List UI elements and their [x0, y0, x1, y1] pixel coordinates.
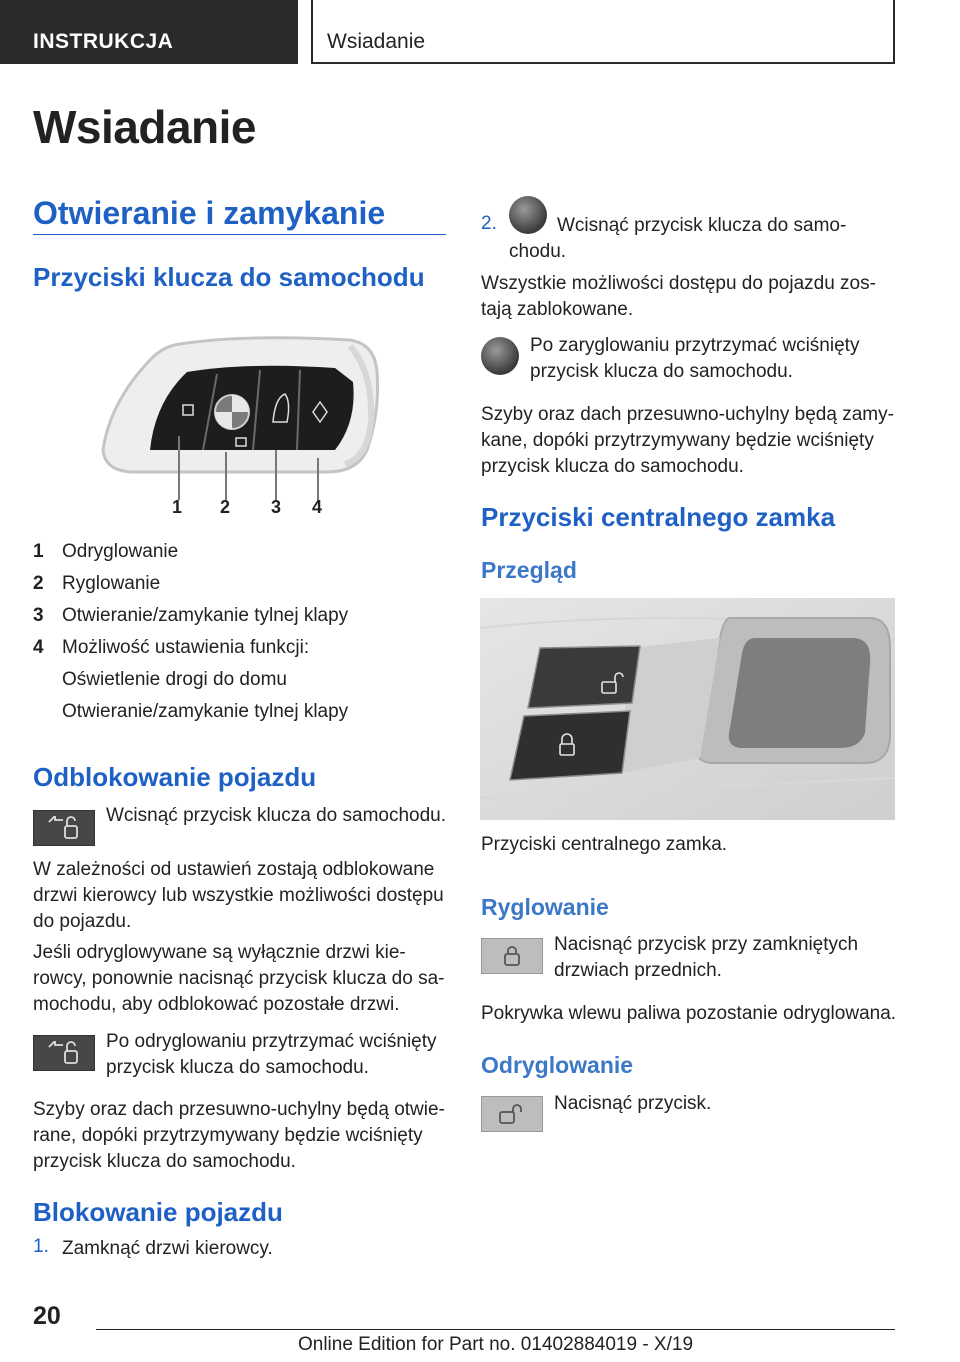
legend-number: 1 [33, 541, 44, 562]
bmw-key-icon [481, 337, 519, 375]
step-number: 2. [481, 213, 497, 234]
unlock-instruction: Wcisnąć przycisk klucza do samochodu. [106, 805, 447, 826]
locking-heading: Ryglowanie [481, 894, 609, 920]
unlock-paragraph: W zależności od ustawień zostają odblokowane drzwi kierowcy lub wszystkie możliwości dostępu do pojazdu. [33, 859, 444, 932]
legend-item [33, 605, 44, 627]
legend-item [33, 637, 44, 659]
unlocking-text: Nacisnąć przycisk. [554, 1093, 712, 1114]
legend-text: Ryglowanie [62, 573, 161, 594]
central-lock-heading: Przyciski centralnego zamka [481, 502, 836, 532]
locking-text: Nacisnąć przycisk przy zamkniętych drzwiach przednich. [554, 934, 859, 981]
close-paragraph: Szyby oraz dach przesuwno-uchylny będą zamykane, dopóki przytrzymywany będzie wciśnięty przycisk klucza do samochodu. [481, 404, 894, 477]
section-rule [33, 234, 446, 235]
footer-rule [96, 1329, 895, 1330]
key-label-2: 2 [220, 497, 231, 517]
legend-text: Możliwość ustawienia funkcji: [62, 637, 310, 658]
locked-paragraph: Wszystkie możliwości dostępu do pojazdu zostają zablokowane. [481, 273, 876, 320]
legend-subitem: Oświetlenie drogi do domu [62, 669, 287, 690]
key-unlock-icon [33, 1035, 95, 1071]
legend-subitem: Otwieranie/zamykanie tylnej klapy [62, 701, 349, 722]
page-number: 20 [33, 1302, 61, 1330]
header-tab-label: INSTRUKCJA [33, 30, 174, 53]
door-unlock-icon [481, 1096, 543, 1132]
header-section-box [311, 0, 895, 64]
legend-item [33, 541, 44, 563]
door-lock-icon [481, 938, 543, 974]
lock-heading: Blokowanie pojazdu [33, 1197, 283, 1227]
step-text: Wcisnąć przycisk klucza do samochodu. [509, 215, 847, 262]
legend-number: 4 [33, 637, 44, 658]
unlock-paragraph: Jeśli odryglowywane są wyłącznie drzwi kierowcy, ponownie nacisnąć przycisk klucza do samochodu, aby odblokować pozostałe drzwi. [33, 942, 445, 1015]
unlocking-heading: Odryglowanie [481, 1052, 634, 1078]
unlock-hold-note: Po odryglowaniu przytrzymać wciśnięty przycisk klucza do samochodu. [106, 1031, 437, 1078]
header-tab [0, 0, 298, 64]
legend-number: 3 [33, 605, 44, 626]
lock-hold-note: Po zaryglowaniu przytrzymać wciśnięty przycisk klucza do samochodu. [530, 335, 860, 382]
overview-heading: Przegląd [481, 557, 577, 583]
key-fob-illustration [95, 332, 395, 522]
key-label-4: 4 [312, 497, 323, 517]
footer-edition: Online Edition for Part no. 01402884019 - X/19 [297, 1334, 694, 1355]
unlock-heading: Odblokowanie pojazdu [33, 762, 317, 792]
key-unlock-icon [33, 810, 95, 846]
section-title: Otwieranie i zamykanie [33, 195, 386, 231]
photo-caption: Przyciski centralnego zamka. [481, 834, 728, 855]
unlock-paragraph: Szyby oraz dach przesuwno-uchylny będą otwierane, dopóki przytrzymywany będzie wciśnięty przycisk klucza do samochodu. [33, 1099, 445, 1172]
key-label-3: 3 [271, 497, 282, 517]
step-number: 1. [33, 1236, 49, 1257]
keys-heading: Przyciski klucza do samochodu [33, 262, 425, 292]
legend-item [33, 573, 44, 595]
page-title: Wsiadanie [33, 101, 257, 153]
legend-text: Odryglowanie [62, 541, 179, 562]
key-label-1: 1 [172, 497, 183, 517]
central-lock-buttons-photo [480, 598, 895, 820]
fuel-cap-note: Pokrywka wlewu paliwa pozostanie odryglowana. [481, 1003, 897, 1024]
legend-text: Otwieranie/zamykanie tylnej klapy [62, 605, 349, 626]
step-text: Zamknąć drzwi kierowcy. [62, 1238, 273, 1259]
header-section-label: Wsiadanie [327, 30, 426, 53]
legend-number: 2 [33, 573, 44, 594]
